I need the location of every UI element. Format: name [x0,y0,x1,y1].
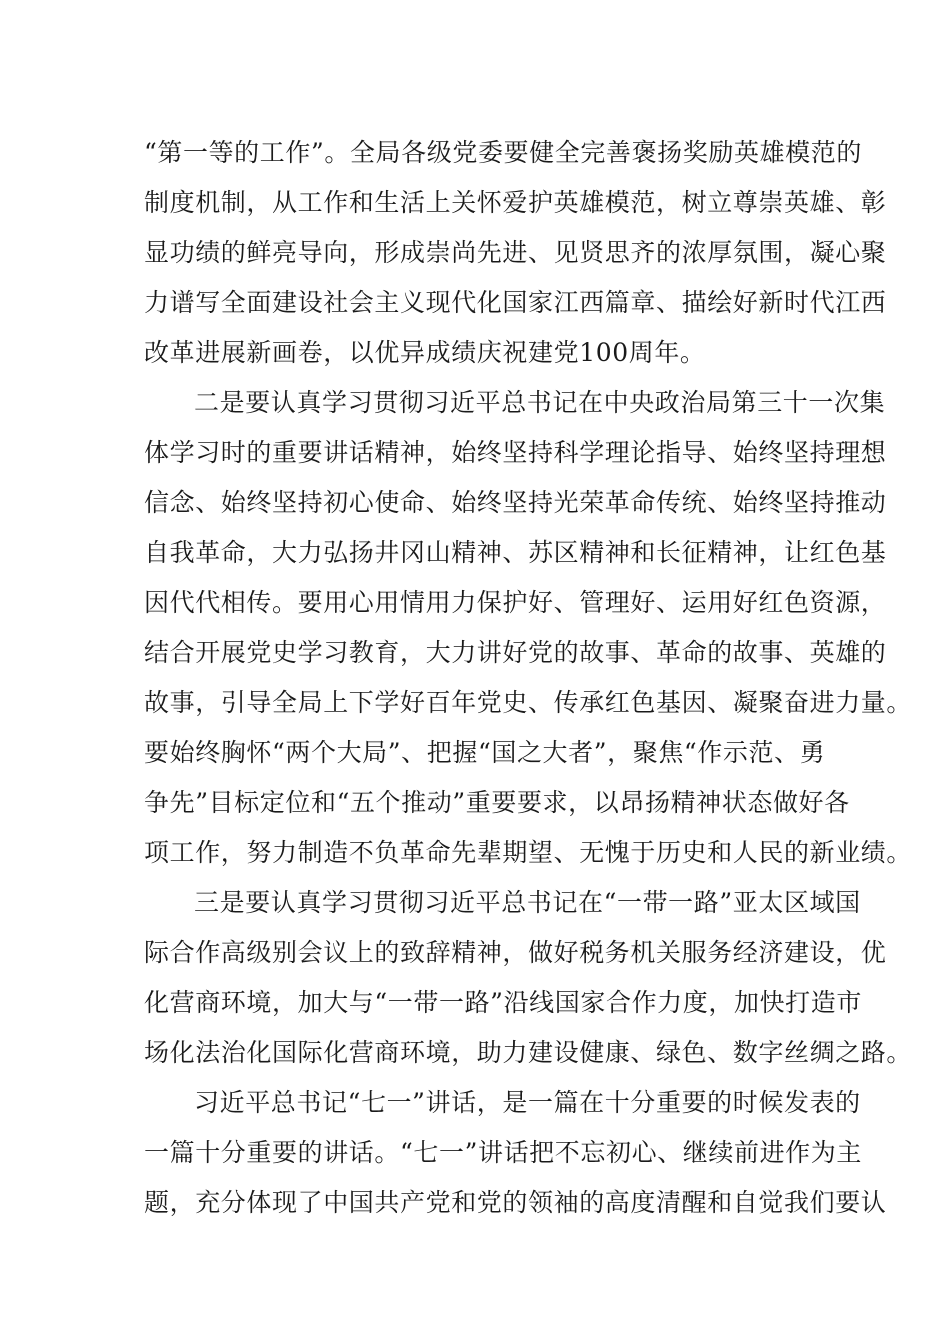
text-line: 信念、始终坚持初心使命、始终坚持光荣革命传统、始终坚持推动 [144,488,887,517]
text-line: 结合开展党史学习教育，大力讲好党的故事、革命的故事、英雄的 [144,638,887,667]
text-line: 际合作高级别会议上的致辞精神，做好税务机关服务经济建设，优 [144,938,887,967]
text-line: 化营商环境，加大与“一带一路”沿线国家合作力度，加快打造市 [144,988,862,1017]
text-line: 项工作，努力制造不负革命先辈期望、无愧于历史和人民的新业绩。 [144,838,913,867]
text-line: 体学习时的重要讲话精神，始终坚持科学理论指导、始终坚持理想 [144,438,887,467]
text-line: 因代代相传。要用心用情用力保护好、管理好、运用好红色资源， [144,588,887,617]
text-line: 三是要认真学习贯彻习近平总书记在“一带一路”亚太区域国 [194,888,861,917]
text-line: 习近平总书记“七一”讲话，是一篇在十分重要的时候发表的 [194,1088,861,1117]
text-line: 自我革命，大力弘扬井冈山精神、苏区精神和长征精神，让红色基 [144,538,887,567]
text-line: 显功绩的鲜亮导向，形成崇尚先进、见贤思齐的浓厚氛围，凝心聚 [144,238,887,267]
text-line: 制度机制，从工作和生活上关怀爱护英雄模范，树立尊崇英雄、彰 [144,188,887,217]
text-line: 场化法治化国际化营商环境，助力建设健康、绿色、数字丝绸之路。 [144,1038,913,1067]
text-line: 二是要认真学习贯彻习近平总书记在中央政治局第三十一次集 [194,388,886,417]
text-line: “第一等的工作”。全局各级党委要健全完善褒扬奖励英雄模范的 [144,138,862,167]
text-line: 故事，引导全局上下学好百年党史、传承红色基因、凝聚奋进力量。 [144,688,913,717]
text-line: 力谱写全面建设社会主义现代化国家江西篇章、描绘好新时代江西 [144,288,887,317]
text-line: 一篇十分重要的讲话。“七一”讲话把不忘初心、继续前进作为主 [144,1138,862,1167]
text-line: 要始终胸怀“两个大局”、把握“国之大者”，聚焦“作示范、勇 [144,738,826,767]
document-body [144,128,913,1228]
text-line: 题，充分体现了中国共产党和党的领袖的高度清醒和自觉我们要认 [144,1188,887,1217]
text-line: 改革进展新画卷，以优异成绩庆祝建党100周年。 [144,338,706,367]
text-line: 争先”目标定位和“五个推动”重要要求，以昂扬精神状态做好各 [144,788,850,817]
